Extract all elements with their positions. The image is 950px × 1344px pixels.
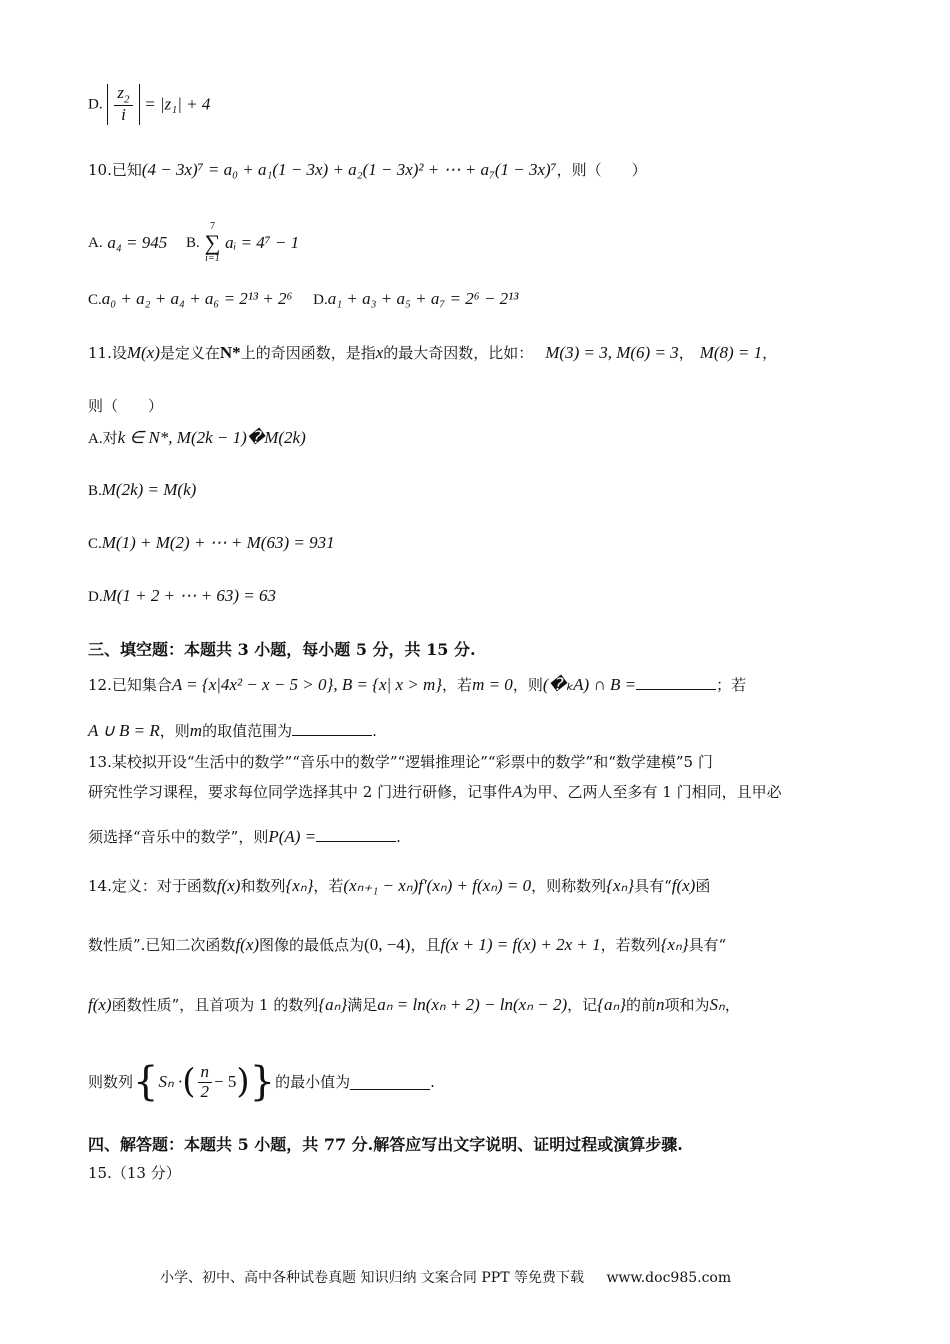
fraction: $\frac{n}{2}$ <box>198 1063 213 1101</box>
q14-line1: 14.定义：对于函数f(x)和数列{xₙ}，若(xₙ₊₁ − xₙ)f′(xₙ) + f(xₙ) = 0，则称数列{xₙ}具有“f(x)函 <box>88 876 711 895</box>
q11-stem: 11.设M(x)是定义在N*上的奇因函数，是指x的最大奇因数，比如： M(3) = 3, M(6) = 3， M(8) = 1， <box>88 343 778 362</box>
answer-blank <box>636 675 716 690</box>
q11-examples: M(3) = 3, M(6) = 3 <box>545 343 679 362</box>
answer-blank <box>292 721 372 736</box>
abs-fraction <box>107 84 139 125</box>
q9-option-d <box>88 84 210 125</box>
q10-option-b-rhs: aᵢ = 4⁷ − 1 <box>225 232 300 252</box>
q11-then: 则（ ） <box>88 397 164 415</box>
q10-formula: (4 − 3x)⁷ = a₀ + a₁(1 − 3x) + a₂(1 − 3x)² + ⋯ + a₇(1 − 3x)⁷ <box>141 160 557 179</box>
q10-suffix: ，则（ ） <box>556 161 647 179</box>
q12-sets: A = {x|4x² − x − 5 > 0}, B = {x| x > m} <box>171 675 443 694</box>
option-label: D. <box>88 96 103 113</box>
q11-option-a: A.对k ∈ N*, M(2k − 1)�M(2k) <box>88 428 306 447</box>
q10-stem <box>88 160 647 180</box>
right-brace: } <box>249 1059 276 1105</box>
page-footer <box>160 1270 731 1287</box>
q11-example2: M(8) = 1 <box>699 343 763 362</box>
left-brace: { <box>133 1059 159 1105</box>
footer-text: 小学、初中、高中各种试卷真题 知识归纳 文案合同 PPT 等免费下载 <box>160 1270 584 1286</box>
right-paren: ) <box>236 1061 250 1102</box>
q9-option-d-rhs: = |z₁| + 4 <box>144 94 211 114</box>
q13-line1: 13.某校拟开设“生活中的数学”“音乐中的数学”“逻辑推理论”“彩票中的数学”和“数学建模”5 门 <box>88 753 713 771</box>
frac-denominator: i <box>121 105 126 125</box>
q10-options-ab <box>88 222 299 264</box>
q10-options-cd <box>88 289 518 309</box>
frac-numerator-sub: 2 <box>124 93 130 106</box>
answer-blank <box>350 1075 430 1090</box>
q13-line2: 研究性学习课程，要求每位同学选择其中 2 门进行研修，记事件A为甲、乙两人至多有 1 门相同，且甲必 <box>88 782 782 801</box>
natural-set: N* <box>219 343 241 362</box>
q14-line2: 数性质”.已知二次函数f(x)图像的最低点为(0, −4)，且f(x + 1) = f(x) + 2x + 1，若数列{xₙ}具有“ <box>88 935 727 954</box>
q12-line1: 12.已知集合A = {x|4x² − x − 5 > 0}, B = {x| x > m}，若m = 0，则(�ₖA) ∩ B = ；若 <box>88 675 747 694</box>
q10-option-c: a₀ + a₂ + a₄ + a₆ = 2¹³ + 2⁶ <box>101 289 293 308</box>
q10-option-b-label: B. <box>186 235 200 251</box>
q12-line2: A ∪ B = R，则m的取值范围为 . <box>88 721 377 740</box>
q14-line3: f(x)函数性质”，且首项为 1 的数列{aₙ}满足aₙ = ln(xₙ + 2) − ln(xₙ − 2)，记{aₙ}的前n项和为Sₙ， <box>88 995 740 1014</box>
q11-option-c: C.M(1) + M(2) + ⋯ + M(63) = 931 <box>88 533 335 552</box>
q10-prefix: 10.已知 <box>88 161 142 179</box>
frac-numerator: z <box>117 83 124 102</box>
q15-label: 15.（13 分） <box>88 1164 181 1182</box>
q13-line3: 须选择“音乐中的数学”，则P(A) = . <box>88 827 401 846</box>
section-4-heading: 四、解答题：本题共 5 小题，共 77 分.解答应写出文字说明、证明过程或演算步骤. <box>88 1135 683 1154</box>
m-function: M(x) <box>126 343 160 362</box>
q10-option-d: a₁ + a₃ + a₅ + a₇ = 2⁶ − 2¹³ <box>327 289 519 308</box>
section-3-heading: 三、填空题：本题共 3 小题，每小题 5 分，共 15 分. <box>88 640 476 659</box>
sum-symbol: 7 ∑ i=1 <box>204 221 221 264</box>
q11-option-b: B.M(2k) = M(k) <box>88 480 197 499</box>
q10-option-a: a₄ = 945 <box>107 232 168 252</box>
left-paren: ( <box>182 1061 196 1102</box>
q11-option-d: D.M(1 + 2 + ⋯ + 63) = 63 <box>88 586 276 605</box>
footer-url[interactable]: www.doc985.com <box>606 1270 732 1286</box>
q14-line4: 则数列{Sₙ ·( $\frac{n}{2}$ − 5)}的最小值为 . <box>88 1059 435 1105</box>
q10-option-d-label: D. <box>313 292 328 308</box>
q10-option-a-label: A. <box>88 235 103 251</box>
answer-blank <box>316 827 396 842</box>
q10-option-c-label: C. <box>88 292 102 308</box>
